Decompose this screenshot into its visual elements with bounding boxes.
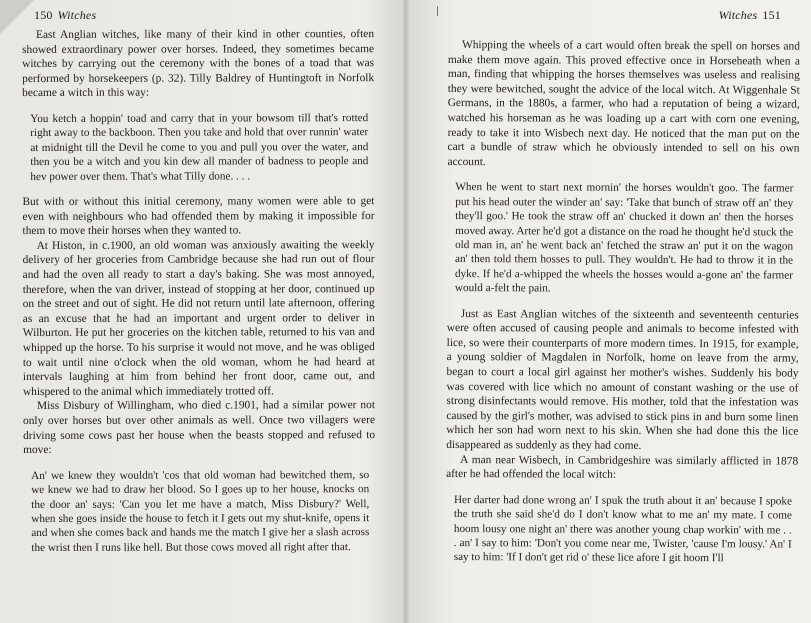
quote-block: An' we knew they wouldn't 'cos that old woman had bewitched them, so we knew we had to draw her blood. So I goes up to her house, knocks on the door an' says: 'Can you let me have a match, Miss Disbury?' Well, when she goes inside the house to fetch it I gets out my shut-knife, opens it and when she comes back and hands me the match I give her a slash across the wrist then I runs like hell. But those cows moved all right after that.: [31, 468, 370, 554]
paragraph: But with or without this initial ceremony, many women were able to get even with neighbours who had offended them by making it impossible for them to move their horses when they wanted to.: [22, 195, 375, 238]
paragraph: At Histon, in c.1900, an old woman was anxiously awaiting the weekly delivery of her groceries from Cambridge because she had run out of flour and had the oven all ready to start a day's baking. She was most annoyed, therefore, when the van driver, instead of stopping at her door, continued up on the street and out of sight. He did not return until late afternoon, offering as an excuse that he had an important and urgent order to deliver in Wilburton. He put her groceries on the kitchen table, returned to his van and whipped up the horse. To his surprise it would not move, and he was obliged to wait until nine o'clock when the old woman, whom he had heard at intervals laughing at him from behind her front door, came out, and whispered to the animal which immediately trotted off.: [22, 238, 375, 398]
paragraph: East Anglian witches, like many of their kind in other counties, often showed extraordinary power over horses. Indeed, they sometimes became witches by carrying out the ceremony with the bones of a toad that was performed by horsekeepers (p. 32). Tilly Baldrey of Huntingtoft in Norfolk became a witch in this way:: [22, 28, 375, 100]
running-title: Witches: [57, 8, 97, 22]
left-running-head: [34, 8, 101, 23]
right-page-text: [446, 38, 800, 577]
page-number: 150: [34, 8, 53, 22]
running-title: Witches: [718, 8, 758, 22]
paragraph: A man near Wisbech, in Cambridgeshire was similarly afflicted in 1878 after he had offended the local witch:: [446, 453, 799, 481]
left-page: [0, 0, 400, 623]
quote-block: You ketch a hoppin' toad and carry that in your bowsom till that's rotted right away to the backboon. Then you take and hold that over runnin' water at midnight till the Devil he come to you and pull you over the water, and then you be a witch and you kin dew all mander of badness to people and hev power over them. That's what Tilly done. . . .: [30, 112, 369, 183]
paragraph: Whipping the wheels of a cart would often break the spell on horses and make them move again. This proved effective once in Horseheath when a man, finding that whipping the horses themselves was useless and realising they were bewitched, sought the advice of the local witch. At Wiggenhale St Germans, in the 1880s, a farmer, who had a reputation of being a wizard, watched his horseman as he was loading up a cart with corn one evening, ready to take it into Wisbech next day. He noticed that the man put on the cart a bundle of straw which he obviously intended to sell on his own account.: [447, 39, 800, 168]
paragraph: Miss Disbury of Willingham, who died c.1901, had a similar power not only over horses but over other animals as well. Once two villagers were driving some cows past her house when the beasts stopped and refused to move:: [23, 399, 376, 457]
right-running-head: [714, 8, 781, 23]
page-number: 151: [762, 8, 781, 22]
left-page-text: [22, 27, 375, 566]
quote-block: When he went to start next mornin' the horses wouldn't goo. The farmer put his head outer the winder an' say: 'Take that bunch of straw off an' they they'll goo.' He took the straw off an' chucked it down an' then the horses moved away. Arter he'd got a distance on the road he thought he'd stuck the old man in, an' he went back an' fetched the straw an' put it on the wagon an' then told them hosses to pull. They wouldn't. He had to throw it in the dyke. If he'd a-whipped the wheels the hosses would a-gone an' the farmer would a-felt the pain.: [454, 181, 794, 295]
quote-block: Her darter had done wrong an' I spuk the truth about it an' because I spoke the truth she said she'd do I don't know what to me an' my mate. I come hoom lousy one night an' there was another young chap workin' with me . . . an' I say to him: 'Don't you come near me, Twister, 'cause I'm lousy.' An' I say to him: 'If I don't get rid o' these lice afore I git hoom I'll: [453, 493, 793, 565]
right-page: [404, 0, 811, 623]
paragraph: Just as East Anglian witches of the sixteenth and seventeenth centuries were often accused of causing people and animals to become infested with lice, so were their counterparts of more modern times. In 1915, for example, a young soldier of Magdalen in Norfolk, home on leave from the army, began to court a local girl against her mother's wishes. Suddenly his body was covered with lice which no amount of constant washing or the use of strong disinfectants would remove. His mother, told that the infestation was caused by the girl's mother, was advised to stick pins in and burn some linen which her son had worn next to his skin. When she had done this the lice disappeared as suddenly as they had come.: [446, 307, 799, 452]
